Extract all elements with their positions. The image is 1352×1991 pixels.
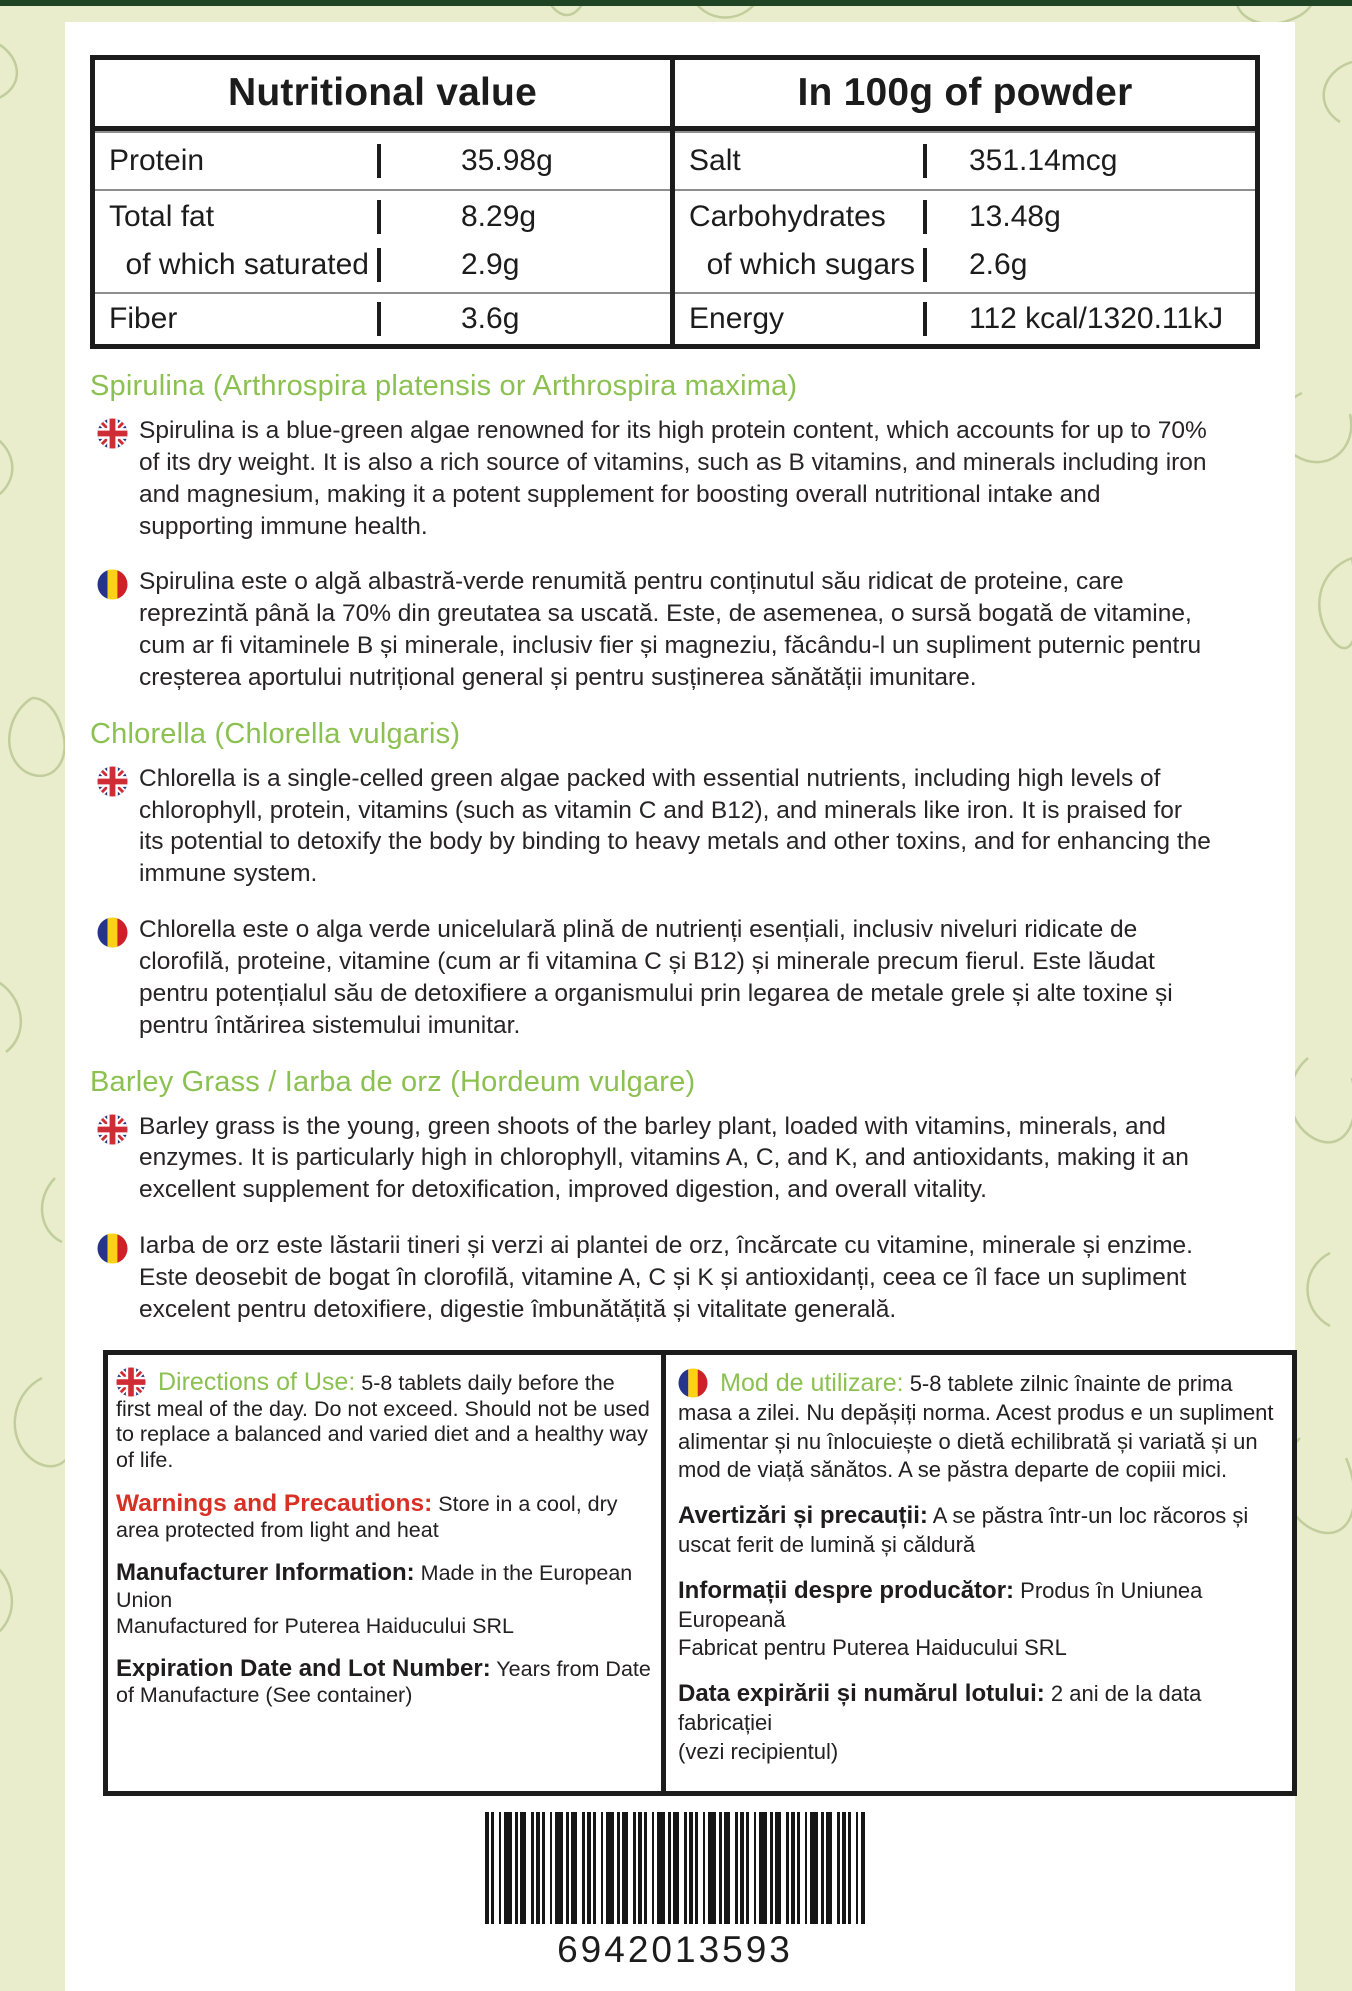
manufacturer-line1: Made in the European Union bbox=[116, 1561, 633, 1612]
usage-info-box bbox=[103, 1350, 1297, 1797]
top-green-bar bbox=[0, 0, 1352, 6]
section-heading: Chlorella (Chlorella vulgaris) bbox=[90, 717, 461, 750]
paragraph-text: Chlorella este o alga verde unicelulară plină de nutrienți esențiali, inclusiv niveluri ridicate de clorofilă, proteine, vitamine (cum ar fi vitamina C și B12) și minerale precum fierul. Este lăudat pentru potențialul său de detoxifiere a organismului prin legarea de metale grele și alte toxine și pentru întărirea sistemului imunitar. bbox=[139, 916, 1173, 1039]
usage-box-english bbox=[108, 1355, 666, 1792]
romania-flag-icon bbox=[97, 917, 128, 948]
row-label: Carbohydrates bbox=[689, 200, 886, 233]
manufacturer-label: Informații despre producător: bbox=[678, 1576, 1015, 1604]
expiration-note: (vezi recipientul) bbox=[678, 1738, 839, 1764]
paragraph-english bbox=[97, 415, 1217, 542]
table-row bbox=[95, 191, 670, 238]
ingredient-sections bbox=[90, 370, 1260, 1326]
expiration-label: Data expirării și numărul lotului: bbox=[678, 1680, 1045, 1707]
row-label: Fiber bbox=[109, 302, 178, 335]
table-row bbox=[675, 133, 1255, 189]
barcode-number: 6942013593 bbox=[557, 1929, 793, 1971]
table-row bbox=[95, 238, 670, 292]
row-value: 35.98g bbox=[377, 144, 670, 178]
table-row bbox=[675, 238, 1255, 292]
nutrition-table-left-half bbox=[95, 60, 675, 344]
directions-text: 5-8 tablete zilnic înainte de prima masa a zilei. Nu depășiți norma. Acest produs e un supliment alimentar și nu înlocuiește o dietă echilibrată și variată și un mod de viață sănătos. A se păstra departe de copiii mici. bbox=[678, 1370, 1274, 1483]
table-row bbox=[675, 294, 1255, 344]
nutrition-table-right-half bbox=[675, 60, 1255, 344]
expiration-text: 2 ani de la data fabricației bbox=[678, 1681, 1202, 1736]
section-heading: Barley Grass / Iarba de orz (Hordeum vulgare) bbox=[90, 1065, 696, 1098]
paragraph-text: Barley grass is the young, green shoots of the barley plant, loaded with vitamins, minerals, and enzymes. It is particularly high in chlorophyll, vitamins A, C, and K, and antioxidants, making it an excellent supplement for detoxification, improved digestion, and overall vitality. bbox=[139, 1112, 1189, 1204]
paragraph-text: Spirulina is a blue-green algae renowned for its high protein content, which accounts for up to 70% of its dry weight. It is also a rich source of vitamins, such as B vitamins, and minerals including iron and magnesium, making it a potent supplement for boosting overall nutritional intake and supporting immune health. bbox=[139, 417, 1207, 540]
romania-flag-icon bbox=[678, 1368, 708, 1398]
row-value: 13.48g bbox=[923, 200, 1255, 234]
directions-label: Mod de utilizare: bbox=[720, 1368, 904, 1397]
paragraph-romanian bbox=[97, 914, 1217, 1041]
paragraph-text: Spirulina este o algă albastră-verde renumită pentru conținutul său ridicat de proteine, care reprezintă până la 70% din greutatea sa uscată. Este, de asemenea, o sursă bogată de vitamine, cum ar fi vitaminele B și minerale, inclusiv fier și magneziu, făcându-l un supliment puternic pentru creșterea aportului nutrițional general și pentru susținerea sănătății imunitare. bbox=[139, 568, 1202, 691]
paragraph-romanian bbox=[97, 566, 1217, 693]
expiration-paragraph bbox=[678, 1678, 1280, 1766]
romania-flag-icon bbox=[97, 1233, 128, 1264]
paragraph-english bbox=[97, 1111, 1217, 1207]
barcode-bars bbox=[485, 1812, 865, 1924]
paragraph-text: Chlorella is a single-celled green algae packed with essential nutrients, including high levels of chlorophyll, protein, vitamins (such as vitamin C and B12), and minerals like iron. It is praised for its potential to detoxify the body by binding to heavy metals and other toxins, and for enhancing the immune system. bbox=[139, 764, 1211, 888]
row-value: 3.6g bbox=[377, 302, 670, 336]
directions-text: 5-8 tablets daily before the first meal of the day. Do not exceed. Should not be used to replace a balanced and varied diet and a healthy way of life. bbox=[116, 1370, 650, 1473]
warnings-paragraph bbox=[678, 1500, 1280, 1560]
row-label: of which sugars bbox=[706, 248, 915, 281]
table-row bbox=[675, 191, 1255, 238]
paragraph-english bbox=[97, 763, 1217, 890]
row-label: Protein bbox=[109, 144, 205, 177]
section-heading: Spirulina (Arthrospira platensis or Arthrospira maxima) bbox=[90, 370, 798, 402]
warnings-text: Store in a cool, dry area protected from light and heat bbox=[116, 1491, 618, 1543]
manufacturer-line1: Produs în Uniunea Europeană bbox=[678, 1577, 1203, 1632]
row-label: Salt bbox=[689, 144, 741, 177]
warnings-paragraph bbox=[116, 1489, 651, 1544]
usage-box-romanian bbox=[666, 1355, 1292, 1792]
row-label: Total fat bbox=[109, 200, 215, 233]
row-value: 351.14mcg bbox=[923, 144, 1255, 178]
warnings-text: A se păstra într-un loc răcoros și uscat ferit de lumină și căldură bbox=[678, 1502, 1249, 1558]
manufacturer-paragraph bbox=[678, 1575, 1280, 1663]
section-spirulina bbox=[90, 370, 1260, 694]
manufacturer-paragraph bbox=[116, 1559, 651, 1639]
directions-paragraph bbox=[678, 1367, 1280, 1485]
uk-flag-icon bbox=[116, 1367, 146, 1397]
table-header-nutritional-value: Nutritional value bbox=[95, 60, 670, 131]
directions-label: Directions of Use: bbox=[157, 1367, 356, 1396]
warnings-label: Warnings and Precautions: bbox=[116, 1489, 433, 1517]
section-barley-grass bbox=[90, 1066, 1260, 1326]
table-header-per-100g: In 100g of powder bbox=[675, 60, 1255, 131]
row-label: of which saturated bbox=[125, 248, 369, 281]
nutrition-table bbox=[90, 55, 1260, 349]
romania-flag-icon bbox=[97, 569, 128, 600]
row-value: 8.29g bbox=[377, 200, 670, 234]
manufacturer-line2: Manufactured for Puterea Haiducului SRL bbox=[116, 1613, 514, 1638]
expiration-paragraph bbox=[116, 1655, 651, 1710]
label-panel bbox=[65, 22, 1295, 1991]
manufacturer-label: Manufacturer Information: bbox=[116, 1559, 415, 1587]
expiration-text: Years from Date of Manufacture (See container) bbox=[116, 1656, 651, 1708]
row-value: 112 kcal/1320.11kJ bbox=[923, 302, 1255, 336]
uk-flag-icon bbox=[97, 766, 128, 797]
directions-paragraph bbox=[116, 1367, 651, 1474]
row-value: 2.9g bbox=[377, 248, 670, 282]
section-chlorella bbox=[90, 718, 1260, 1042]
paragraph-text: Iarba de orz este lăstarii tineri și verzi ai plantei de orz, încărcate cu vitamine, minerale și enzime. Este deosebit de bogat în clorofilă, vitamine A, C și K și antioxidanți, ceea ce îl face un supliment excelent pentru detoxifiere, digestie îmbunătățită și vitalitate generală. bbox=[139, 1232, 1193, 1323]
uk-flag-icon bbox=[97, 418, 128, 449]
row-value: 2.6g bbox=[923, 248, 1255, 282]
warnings-label: Avertizări și precauții: bbox=[678, 1501, 928, 1529]
barcode bbox=[90, 1812, 1260, 1971]
paragraph-romanian bbox=[97, 1230, 1217, 1326]
uk-flag-icon bbox=[97, 1114, 128, 1145]
table-row bbox=[95, 294, 670, 344]
row-label: Energy bbox=[689, 302, 785, 335]
manufacturer-line2: Fabricat pentru Puterea Haiducului SRL bbox=[678, 1635, 1067, 1661]
expiration-label: Expiration Date and Lot Number: bbox=[116, 1654, 491, 1682]
table-row bbox=[95, 133, 670, 189]
